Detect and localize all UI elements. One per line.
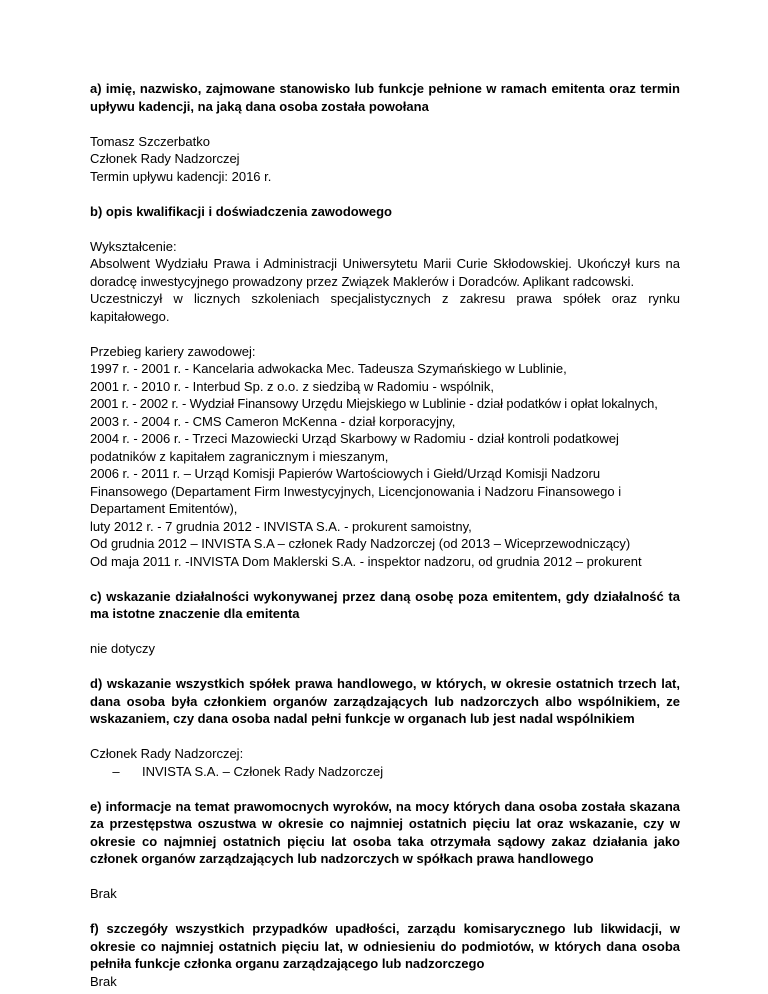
career-item: 2001 r. - 2010 r. - Interbud Sp. z o.o. z siedzibą w Radomiu - wspólnik, (90, 378, 494, 394)
section-b-heading: b) opis kwalifikacji i doświadczenia zawodowego (90, 203, 392, 219)
document-page (90, 80, 680, 990)
person-position: Członek Rady Nadzorczej (90, 151, 240, 166)
education-text: Absolwent Wydziału Prawa i Administracji Uniwersytetu Marii Curie Skłodowskiej. Ukończył kurs na doradcę inwestycyjnego prowadzony przez Związek Maklerów i Doradców. Aplikant radcowski. (90, 256, 680, 289)
term-end: Termin upływu kadencji: 2016 r. (90, 168, 272, 184)
section-c-heading: c) wskazanie działalności wykonywanej przez daną osobę poza emitentem, gdy działalność ta ma istotne znaczenie dla emitenta (90, 588, 680, 621)
person-name: Tomasz Szczerbatko (90, 133, 210, 149)
career-item: Od grudnia 2012 – INVISTA S.A – członek Rady Nadzorczej (od 2013 – Wiceprzewodniczący) (90, 536, 631, 551)
dash-bullet-icon: – (112, 763, 120, 779)
section-a-heading: a) imię, nazwisko, zajmowane stanowisko lub funkcje pełnione w ramach emitenta oraz termin upływu kadencji, na jaką dana osoba została powołana (90, 81, 680, 114)
career-item: 2001 r. - 2002 r. - Wydział Finansowy Urzędu Miejskiego w Lublinie - dział podatków i opłat lokalnych, (90, 396, 658, 411)
section-e-text: Brak (90, 886, 117, 901)
career-item: Od maja 2011 r. -INVISTA Dom Maklerski S.A. - inspektor nadzoru, od grudnia 2012 – prokurent (90, 553, 642, 569)
training-text: Uczestniczył w licznych szkoleniach specjalistycznych z zakresu prawa spółek oraz rynku kapitałowego. (90, 291, 680, 324)
list-item (90, 763, 680, 781)
career-item: luty 2012 r. - 7 grudnia 2012 - INVISTA S.A. - prokurent samoistny, (90, 518, 472, 534)
education-label: Wykształcenie: (90, 238, 177, 254)
section-c-text: nie dotyczy (90, 641, 156, 656)
section-f-text: Brak (90, 973, 117, 989)
section-f-heading: f) szczegóły wszystkich przypadków upadłości, zarządu komisarycznego lub likwidacji, w okresie co najmniej ostatnich pięciu lat, w odniesieniu do podmiotów, w których dana osoba pełniła funkcje członka organu zarządzającego lub nadzorczego (90, 921, 680, 971)
career-item: 2006 r. - 2011 r. – Urząd Komisji Papierów Wartościowych i Giełd/Urząd Komisji Nadzoru Finansowego (Departament Firm Inwestycyjnych, Licencjonowania i Nadzoru Finansowego i Departament Emitentów), (90, 466, 622, 516)
career-label: Przebieg kariery zawodowej: (90, 343, 256, 359)
section-e-heading: e) informacje na temat prawomocnych wyroków, na mocy których dana osoba została skazana za przestępstwa oszustwa w okresie co najmniej ostatnich pięciu lat oraz wskazanie, czy w okresie co najmniej ostatnich pięciu lat osoba taka otrzymała sądowy zakaz działania jako członek organów zarządzających lub nadzorczych w spółkach prawa handlowego (90, 798, 680, 866)
career-item: 2003 r. - 2004 r. - CMS Cameron McKenna - dział korporacyjny, (90, 413, 456, 429)
bullet-text: INVISTA S.A. – Członek Rady Nadzorczej (142, 763, 384, 779)
career-item: 1997 r. - 2001 r. - Kancelaria adwokacka Mec. Tadeusza Szymańskiego w Lublinie, (90, 361, 567, 376)
section-d-heading: d) wskazanie wszystkich spółek prawa handlowego, w których, w okresie ostatnich trzech lat, dana osoba była członkiem organów zarządzających lub nadzorczych albo wspólnikiem, ze wskazaniem, czy dana osoba nadal pełni funkcje w organach lub jest nadal wspólnikiem (90, 676, 680, 726)
section-d-label: Członek Rady Nadzorczej: (90, 746, 244, 761)
career-item: 2004 r. - 2006 r. - Trzeci Mazowiecki Urząd Skarbowy w Radomiu - dział kontroli podatkowej podatników z kapitałem zagranicznym i mieszanym, (90, 431, 619, 464)
